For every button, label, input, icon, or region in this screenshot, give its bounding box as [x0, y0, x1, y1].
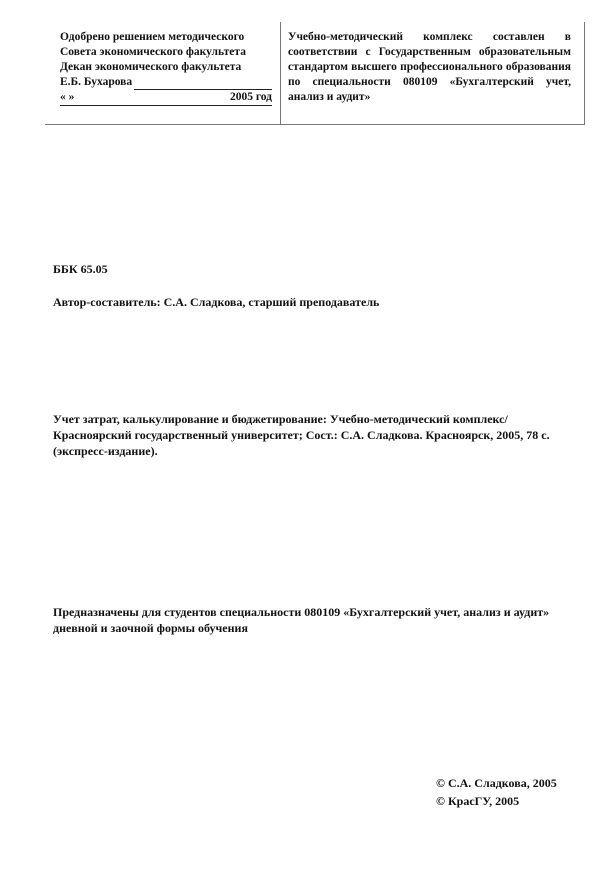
approval-line-1: Одобрено решением методического	[60, 31, 245, 43]
table-divider	[280, 22, 281, 125]
purpose-statement: Предназначены для студентов специальности 080109 «Бухгалтерский учет, анализ и аудит» дневной и заочной формы обучения	[53, 605, 550, 635]
bibliographic-citation: Учет затрат, калькулирование и бюджетирование: Учебно-методический комплекс/ Красноярский государственный университет; Сост.: С.А. Сладкова. Красноярск, 2005, 78 с. (экспресс-издание).	[53, 412, 550, 458]
approval-block	[60, 30, 272, 106]
copyright-university: © КрасГУ, 2005	[436, 794, 520, 808]
date-year: 2005 год	[229, 91, 272, 103]
approval-table	[45, 22, 585, 125]
author-line: Автор-составитель: С.А. Сладкова, старший преподаватель	[53, 295, 380, 309]
date-line	[60, 90, 272, 106]
approval-line-2: Совета экономического факультета	[60, 46, 246, 58]
bbk-code: ББК 65.05	[53, 262, 108, 276]
signature-blank	[134, 77, 272, 90]
approval-line-3: Декан экономического факультета	[60, 61, 242, 73]
signer-name: Е.Б. Бухарова	[60, 76, 133, 88]
date-quote: « »	[60, 91, 75, 103]
copyright-block	[436, 774, 557, 810]
complex-note: Учебно-методический комплекс составлен в соответствии с Государственным образовательным стандартом высшего профессионального образования по специальности 080109 «Бухгалтерский учет, анализ и аудит»	[288, 31, 571, 103]
signature-line	[60, 75, 272, 90]
copyright-author: © С.А. Сладкова, 2005	[436, 776, 557, 790]
